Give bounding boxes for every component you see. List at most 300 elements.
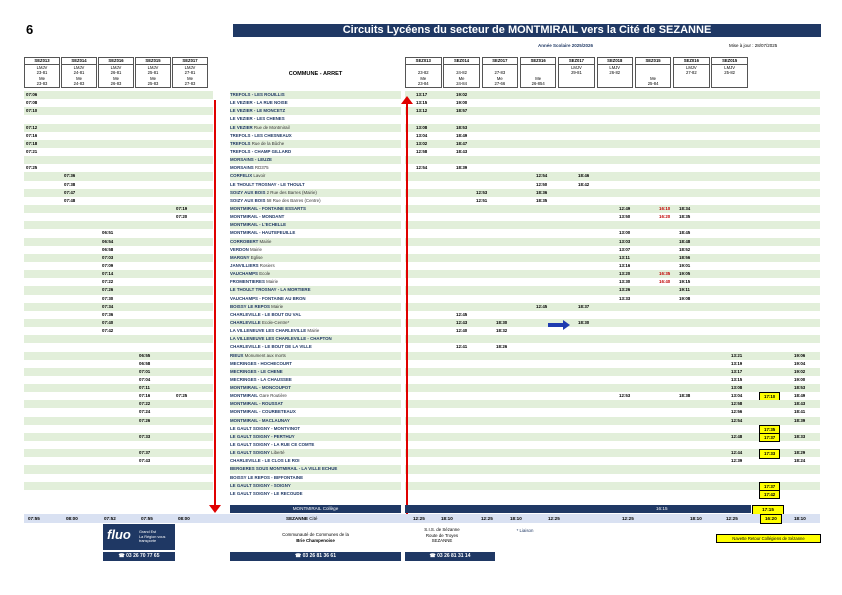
sezanne-stop: SEZANNE Cité <box>286 516 318 521</box>
col-days: LMJV <box>184 64 196 70</box>
time-cell: 07:25 <box>176 393 188 399</box>
stop-sub: Eglise <box>249 254 263 260</box>
row-band <box>405 327 820 335</box>
sezanne-time: 07:55 <box>141 516 153 521</box>
time-cell: 13:07 <box>619 246 631 252</box>
stop-name <box>230 392 287 400</box>
time-cell: 07:16 <box>139 393 151 399</box>
fluo-logo <box>103 524 175 550</box>
time-cell: 12:56 <box>731 409 743 415</box>
sezanne-time: 18:10 <box>690 516 702 521</box>
stop-sub: Mairie <box>306 328 320 334</box>
column-header-sez017 <box>482 57 519 88</box>
row-band <box>24 189 213 197</box>
time-cell: 16:10 <box>659 205 671 211</box>
stop-name <box>230 352 286 360</box>
row-band <box>24 490 213 498</box>
stop-sub: Gare Routière <box>258 393 287 399</box>
college-mid-band <box>405 505 751 513</box>
stop-name <box>230 335 332 343</box>
time-cell: 07:22 <box>102 279 114 285</box>
table-row <box>24 156 820 164</box>
time-cell: 07:11 <box>139 385 150 391</box>
stop-name <box>230 254 263 262</box>
col-code: SEZ015 <box>636 58 671 65</box>
row-band <box>24 270 213 278</box>
stop-name <box>230 221 286 229</box>
table-row <box>24 384 820 392</box>
stop-main: MONTMIRAIL - HAUTEFEUILLE <box>230 230 296 236</box>
col-mer: Me <box>39 75 45 81</box>
col-dates1: 26-82 <box>609 70 621 76</box>
stop-main: MONTMIRAIL - COURBETEAUX <box>230 409 296 415</box>
stop-name <box>230 181 305 189</box>
time-cell: 18:48 <box>679 238 691 244</box>
row-band <box>405 368 820 376</box>
row-band <box>405 229 820 237</box>
stop-name <box>230 384 291 392</box>
stop-name <box>230 262 275 270</box>
stop-sub: Mairie <box>264 279 279 285</box>
col-code: SEZ013 <box>25 58 59 65</box>
row-band <box>405 319 820 327</box>
col-dates1: 27-82 <box>685 70 697 76</box>
row-band <box>24 172 213 180</box>
row-band <box>405 197 820 205</box>
time-cell: 17:42 <box>759 490 780 500</box>
row-band <box>405 286 820 294</box>
time-cell: 12:58 <box>416 148 428 154</box>
montmirail-college-row <box>230 505 401 513</box>
time-cell: 18:34 <box>679 205 691 211</box>
col-days: LMJV <box>73 64 85 70</box>
sis-line1: S.I.S. de Sézanne <box>424 527 460 532</box>
time-cell: 12:51 <box>476 197 488 203</box>
time-cell: 13:12 <box>416 108 428 114</box>
table-row <box>24 115 820 123</box>
time-cell: 06:55 <box>139 352 151 358</box>
row-band <box>24 295 213 303</box>
table-row <box>24 327 820 335</box>
phone-mid-number: 03 26 81 36 61 <box>302 553 336 559</box>
time-cell: 19:02 <box>456 92 468 97</box>
time-cell: 12:53 <box>619 393 631 399</box>
update-date: Mise à jour : 28/07/2025 <box>729 43 778 48</box>
row-band <box>405 262 820 270</box>
stop-sub: Lavoir <box>252 173 266 179</box>
table-row <box>24 433 820 441</box>
time-cell: 07:30 <box>102 295 114 301</box>
time-cell: 18:36 <box>536 189 548 195</box>
phone-right: ☎ 03 26 81 31 14 <box>405 552 495 561</box>
row-band <box>24 319 213 327</box>
time-cell: 18:49 <box>456 132 468 138</box>
table-row <box>24 482 820 490</box>
time-cell: 07:36 <box>102 311 114 317</box>
row-band <box>24 221 213 229</box>
table-row <box>24 172 820 180</box>
column-header-sez015 <box>635 57 672 88</box>
table-row <box>24 164 820 172</box>
col-dates2: 24-84 <box>456 81 467 87</box>
stop-main: CHARLEVILLE - LE CLOS LE ROI <box>230 458 300 464</box>
col-mer: Me <box>187 75 193 81</box>
sis-text <box>412 527 472 544</box>
row-band <box>405 132 820 140</box>
column-header-sez017 <box>172 57 208 88</box>
time-cell: 19:06 <box>794 352 806 358</box>
college-time-mid: 16:15 <box>656 506 668 511</box>
stop-main: TREFOLS - LES ROUILLIS <box>230 92 285 97</box>
row-band <box>405 392 820 400</box>
stop-name <box>230 449 285 457</box>
column-header-sez018 <box>597 57 634 88</box>
table-row <box>24 99 820 107</box>
stop-sub: Monument aux morts <box>243 352 286 358</box>
time-cell: 18:39 <box>794 417 806 423</box>
row-band <box>405 441 820 449</box>
column-header-sez016 <box>520 57 557 88</box>
stop-name <box>230 238 271 246</box>
phone-left-number: 03 26 70 77 65 <box>126 553 160 559</box>
time-cell: 12:39 <box>731 458 743 464</box>
time-cell: 13:33 <box>619 295 631 301</box>
table-row <box>24 343 820 351</box>
stop-name <box>230 327 319 335</box>
phone-left: ☎ 03 26 70 77 65 <box>103 552 175 561</box>
column-header-sez015 <box>135 57 171 88</box>
time-cell: 07:16 <box>26 132 38 138</box>
sezanne-time: 18:10 <box>510 516 522 521</box>
row-band <box>405 99 820 107</box>
column-header-sez015 <box>711 57 748 88</box>
stop-sub: Liberté <box>269 450 285 456</box>
row-band <box>24 465 213 473</box>
liaison-note: * Liaison <box>516 528 534 533</box>
time-cell: 13:26 <box>619 287 631 293</box>
col-code: SEZ016 <box>99 58 133 65</box>
time-cell: 07:04 <box>139 376 151 382</box>
stop-main: FROMENTIERES <box>230 279 265 285</box>
time-cell: 07:47 <box>64 189 76 195</box>
row-band <box>24 343 213 351</box>
table-row <box>24 140 820 148</box>
time-cell: 17:37 <box>759 433 780 443</box>
col-mer: Me <box>650 75 656 81</box>
table-row <box>24 392 820 400</box>
sezanne-time: 07:52 <box>104 516 116 521</box>
time-cell: 19:02 <box>794 368 806 374</box>
table-row <box>24 132 820 140</box>
stop-name <box>230 172 265 180</box>
college-stop: MONTMIRAIL <box>292 506 322 511</box>
stop-main: LA VILLENEUVE LES CHARLEVILLE <box>230 328 307 334</box>
stop-name <box>230 148 291 156</box>
time-cell: 06:58 <box>102 246 114 252</box>
stop-name <box>230 311 301 319</box>
col-dates2: 25-84 <box>647 81 659 87</box>
column-header-sez013 <box>405 57 442 88</box>
table-row <box>24 335 820 343</box>
time-cell: 19:00 <box>456 100 468 106</box>
cc-line1: Communauté de Communes de la <box>282 532 349 537</box>
row-band <box>405 449 820 457</box>
stop-main: CORFELIX <box>230 173 253 179</box>
table-row <box>24 270 820 278</box>
time-cell: 12:54 <box>416 165 428 171</box>
time-cell: 07:18 <box>26 140 38 146</box>
row-band <box>24 441 213 449</box>
blue-arrow-charleville <box>548 323 564 327</box>
table-row <box>24 449 820 457</box>
row-band <box>405 303 820 311</box>
time-cell: 13:04 <box>731 393 743 399</box>
col-code: SEZ015 <box>136 58 170 65</box>
stop-name <box>230 474 303 482</box>
time-cell: 18:52 <box>679 246 691 252</box>
time-cell: 17:37 <box>759 482 780 492</box>
time-cell: 19:04 <box>794 360 806 366</box>
time-cell: 16:20 <box>659 214 671 220</box>
stop-name <box>230 132 292 140</box>
table-row <box>24 474 820 482</box>
sezanne-time: 08:00 <box>66 516 78 521</box>
stop-name <box>230 295 306 303</box>
page-title: Circuits Lycéens du secteur de MONTMIRAIL vers la Cité de SEZANNE <box>233 24 821 37</box>
row-band <box>405 352 820 360</box>
col-dates1: 23-81 <box>36 70 48 76</box>
row-band <box>405 433 820 441</box>
stop-name <box>230 229 295 237</box>
time-cell: 07:36 <box>64 173 76 179</box>
row-band <box>405 474 820 482</box>
sezanne-time: 07:55 <box>28 516 40 521</box>
row-band <box>405 140 820 148</box>
time-cell: 13:21 <box>731 352 743 358</box>
stop-name <box>230 441 314 449</box>
stop-name <box>230 482 291 490</box>
stop-main: MECRINGES - LE CHENE <box>230 368 283 374</box>
time-cell: 18:38 <box>679 393 691 399</box>
time-cell: 18:43 <box>794 401 806 407</box>
row-band <box>24 408 213 416</box>
table-row <box>24 408 820 416</box>
time-cell: 18:53 <box>456 124 468 130</box>
stop-main: JANVILLIERS <box>230 262 259 268</box>
stop-main: LE VEZIER - LES CHENES <box>230 116 285 122</box>
stop-name <box>230 400 283 408</box>
col-mer: Me <box>113 75 119 81</box>
time-cell: 07:09 <box>102 262 114 268</box>
fluo-tagline: La Région vous transporte <box>139 534 166 543</box>
time-cell: 18:30 <box>578 319 590 325</box>
time-cell: 07:21 <box>26 148 38 154</box>
stop-name <box>230 140 284 148</box>
row-band <box>24 229 213 237</box>
sezanne-row <box>24 514 820 523</box>
row-band <box>405 181 820 189</box>
row-band <box>405 384 820 392</box>
time-cell: 16:35 <box>659 271 671 277</box>
table-row <box>24 221 820 229</box>
red-arrow-left-head <box>209 505 221 513</box>
row-band <box>405 124 820 132</box>
row-band <box>24 278 213 286</box>
stop-sub: Rosiers <box>258 262 275 268</box>
time-cell: 18:30 <box>496 319 508 325</box>
column-header-sez016 <box>98 57 134 88</box>
stop-main: TREFOLS - LES CHESNEAUX <box>230 132 292 138</box>
time-cell: 07:20 <box>176 214 188 220</box>
col-dates2: 25-83 <box>147 81 159 87</box>
col-dates2: 23-83 <box>36 81 48 87</box>
time-cell: 12:49 <box>619 205 631 211</box>
time-cell: 18:37 <box>578 303 590 309</box>
stop-main: MONTMIRAIL - FONTAINE ESSARTS <box>230 205 306 211</box>
stop-name <box>230 408 296 416</box>
row-band <box>405 107 820 115</box>
col-dates1: 24-81 <box>73 70 85 76</box>
row-band <box>405 311 820 319</box>
col-dates2: 23-84 <box>417 81 429 87</box>
time-cell: 18:46 <box>578 173 590 179</box>
stop-main: SOIZY AUX BOIS <box>230 189 266 195</box>
stop-main: MONTMIRAIL - ROUSSAT <box>230 401 284 407</box>
time-cell: 07:22 <box>139 401 151 407</box>
time-cell: 07:42 <box>102 328 114 334</box>
stop-main: LE GAULT SOIGNY - LE RECOUDE <box>230 490 303 496</box>
col-code: SEZ015 <box>712 58 747 65</box>
stop-name <box>230 197 321 205</box>
col-code: SEZ018 <box>598 58 633 65</box>
stop-name <box>230 368 283 376</box>
row-band <box>405 278 820 286</box>
row-band <box>24 400 213 408</box>
sezanne-time: 16:20 <box>760 514 782 524</box>
stop-main: MORSAINS - LEUZE <box>230 157 272 163</box>
row-band <box>24 254 213 262</box>
stop-sub: Mairie <box>248 246 262 252</box>
stop-main: MONTMIRAIL - L'ECHELLE <box>230 222 287 228</box>
stop-name <box>230 99 288 107</box>
time-cell: 07:33 <box>139 433 151 439</box>
time-cell: 13:16 <box>619 262 631 268</box>
table-row <box>24 254 820 262</box>
row-band <box>24 368 213 376</box>
time-cell: 07:26 <box>139 417 151 423</box>
col-days: LMJV <box>571 64 582 70</box>
stop-main: LE VEZIER - LE MONCETZ <box>230 108 286 114</box>
college-stop-sub: Collège <box>322 506 339 511</box>
sezanne-time: 08:00 <box>178 516 190 521</box>
row-band <box>24 107 213 115</box>
row-band <box>405 213 820 221</box>
row-band <box>405 164 820 172</box>
stop-main: BERGERES SOUS MONTMIRAIL - LA VILLE ECHUE <box>230 466 338 472</box>
row-band <box>24 262 213 270</box>
row-band <box>24 148 213 156</box>
column-header-sez014 <box>443 57 480 88</box>
row-band <box>405 91 820 99</box>
table-row <box>24 107 820 115</box>
table-row <box>24 368 820 376</box>
stop-main: CHARLEVILLE - LE BOUT DU VAL <box>230 311 302 317</box>
stop-main: BOISSY LE REPOS <box>230 303 270 309</box>
stop-name <box>230 319 289 327</box>
stop-name <box>230 457 300 465</box>
row-band <box>24 352 213 360</box>
time-cell: 12:54 <box>536 173 548 179</box>
time-cell: 18:35 <box>536 197 548 203</box>
sezanne-time: 12:25 <box>622 516 634 521</box>
stop-main: MECRINGES - HOCHECOURT <box>230 360 292 366</box>
time-cell: 19:15 <box>679 279 691 285</box>
col-dates2 <box>559 81 594 87</box>
timetable-grid <box>24 91 820 498</box>
time-cell: 19:01 <box>679 262 691 268</box>
time-cell: 12:50 <box>536 181 548 187</box>
time-cell: 17:10 <box>759 392 780 402</box>
fluo-brand: Grand Est <box>139 530 157 534</box>
col-code: SEZ017 <box>559 58 594 65</box>
time-cell: 07:26 <box>102 287 114 293</box>
stop-name <box>230 115 285 123</box>
time-cell: 06:54 <box>102 238 114 244</box>
stop-name <box>230 189 317 197</box>
row-band <box>405 254 820 262</box>
time-cell: 07:12 <box>26 124 38 130</box>
table-row <box>24 457 820 465</box>
sezanne-time: 12:25 <box>548 516 560 521</box>
blue-arrow-head <box>563 320 570 330</box>
stop-name <box>230 156 272 164</box>
sezanne-time: 12:25 <box>413 516 425 521</box>
stop-main: LA VILLENEUVE LES CHARLEVILLE - CHAPTON <box>230 336 332 342</box>
time-cell: 07:34 <box>102 303 114 309</box>
sezanne-time: 12:25 <box>726 516 738 521</box>
stop-main: MARGNY <box>230 254 250 260</box>
time-cell: 13:08 <box>416 124 428 130</box>
time-cell: 12:54 <box>731 417 743 423</box>
stop-main: CORROBERT <box>230 238 259 244</box>
time-cell: 12:45 <box>536 303 548 309</box>
time-cell: 18:41 <box>794 409 806 415</box>
stop-name <box>230 286 311 294</box>
table-row <box>24 91 820 99</box>
row-band <box>405 376 820 384</box>
red-arrow-right-head <box>401 96 413 104</box>
stop-sub: Ecole-Centre* <box>260 319 290 325</box>
stop-main: TREFOLS <box>230 140 251 146</box>
table-row <box>24 400 820 408</box>
row-band <box>24 197 213 205</box>
table-row <box>24 376 820 384</box>
sezanne-time: 12:25 <box>481 516 493 521</box>
stop-name <box>230 343 312 351</box>
time-cell: 12:45 <box>456 311 468 317</box>
row-band <box>24 238 213 246</box>
row-band <box>24 311 213 319</box>
time-cell: 18:29 <box>794 450 806 456</box>
row-band <box>405 221 820 229</box>
college-time-hl: 17:15 <box>752 505 784 515</box>
col-days: LMJV <box>724 64 735 70</box>
time-cell: 07:43 <box>139 458 151 464</box>
stop-name <box>230 164 269 172</box>
col-mer: Me <box>76 75 82 81</box>
time-cell: 18:57 <box>456 108 468 114</box>
row-band <box>405 295 820 303</box>
